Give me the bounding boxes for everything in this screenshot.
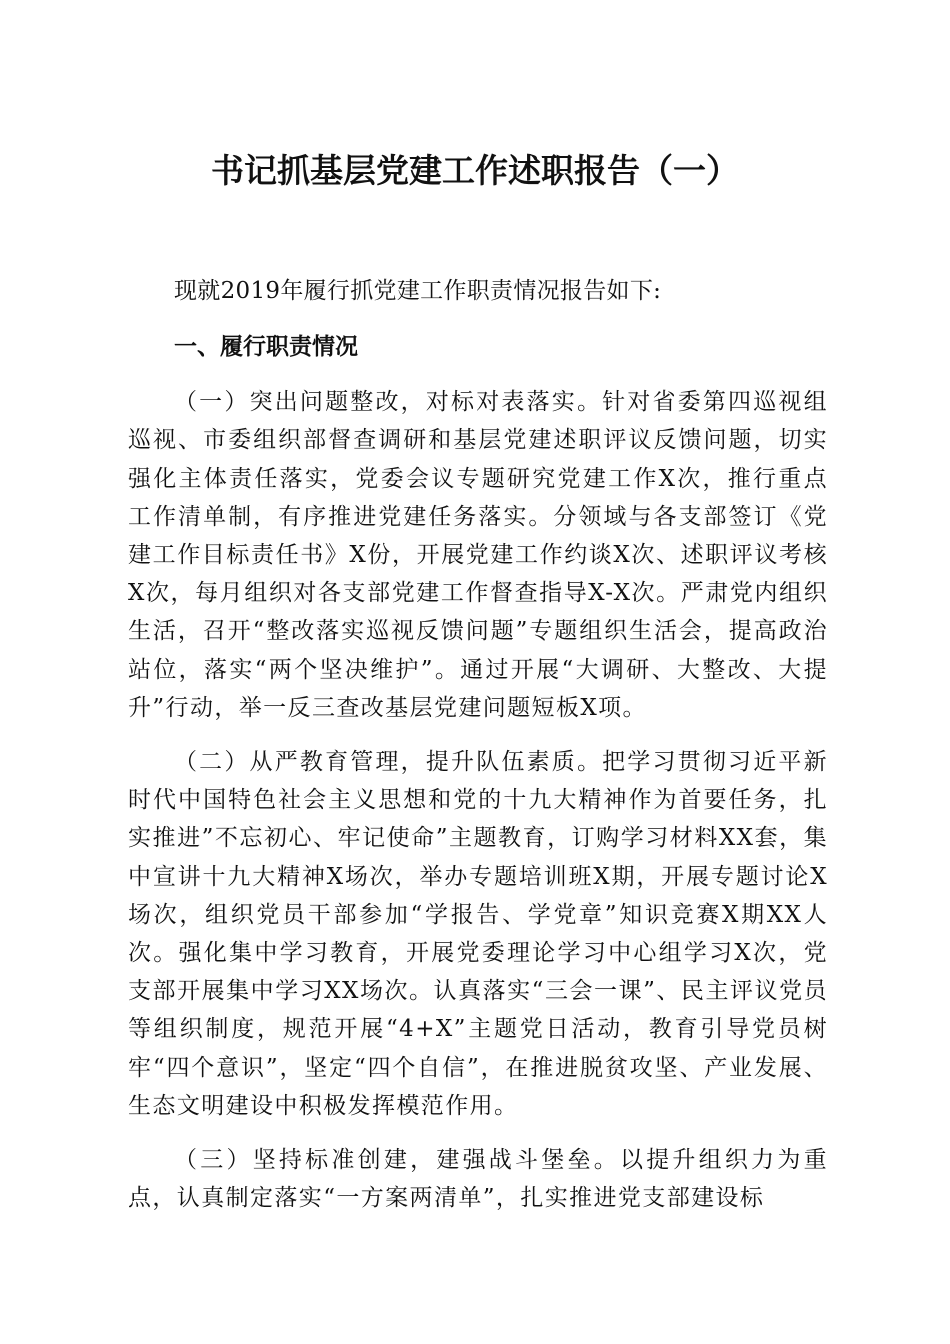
document-title: 书记抓基层党建工作述职报告（一）	[211, 151, 739, 190]
body-paragraph-1: （一）突出问题整改，对标对表落实。针对省委第四巡视组巡视、市委组织部督查调研和基层党建述职评议反馈问题，切实强化主体责任落实，党委会议专题研究党建工作X次，推行重点工作清单制，有序推进党建任务落实。分领域与各支部签订《党建工作目标责任书》X份，开展党建工作约谈X次、述职评议考核X次，每月组织对各支部党建工作督查指导X-X次。严肃党内组织生活，召开“整改落实巡视反馈问题”专题组织生活会，提高政治站位，落实“两个坚决维护”。通过开展“大调研、大整改、大提升”行动，举一反三查改基层党建问题短板X项。	[128, 389, 828, 721]
section-heading: 一、履行职责情况	[174, 333, 358, 361]
body-paragraph-3: （三）坚持标准创建，建强战斗堡垒。以提升组织力为重点，认真制定落实“一方案两清单”，扎实推进党支部建设标	[128, 1147, 828, 1212]
intro-paragraph: 现就2019年履行抓党建工作职责情况报告如下:	[174, 278, 662, 304]
document-body	[128, 272, 828, 1217]
body-paragraph-2: （二）从严教育管理，提升队伍素质。把学习贯彻习近平新时代中国特色社会主义思想和党的十九大精神作为首要任务，扎实推进”不忘初心、牢记使命”主题教育，订购学习材料XX套，集中宣讲十九大精神X场次，举办专题培训班X期，开展专题讨论X场次，组织党员干部参加“学报告、学党章”知识竞赛X期XX人次。强化集中学习教育，开展党委理论学习中心组学习X次，党支部开展集中学习XX场次。认真落实“三会一课”、民主评议党员等组织制度，规范开展“4+X”主题党日活动，教育引导党员树牢“四个意识”，坚定“四个自信”，在推进脱贫攻坚、产业发展、生态文明建设中积极发挥模范作用。	[128, 749, 828, 1119]
